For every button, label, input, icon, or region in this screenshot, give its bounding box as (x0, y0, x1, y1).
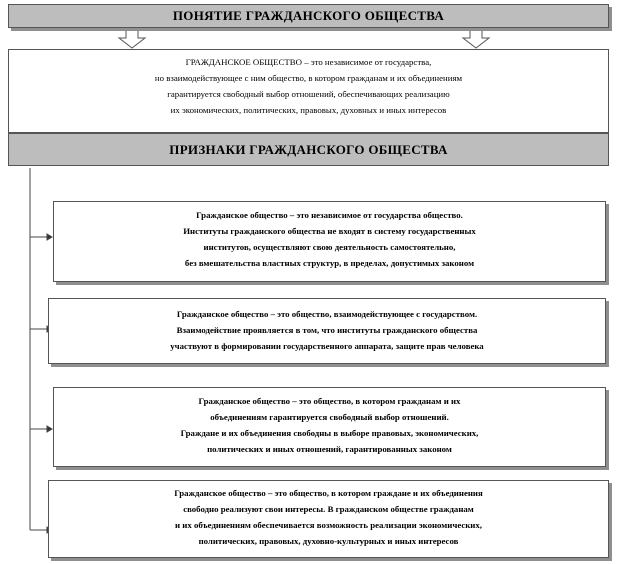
arrow-right-icon (47, 426, 52, 432)
feature-1-line-4: без вмешательства властных структур, в пределах, допустимых законом (184, 258, 475, 268)
feature-4-line-2: свободно реализуют свои интересы. В гражданском обществе гражданам (183, 504, 474, 514)
page-title: ПОНЯТИЕ ГРАЖДАНСКОГО ОБЩЕСТВА (172, 8, 445, 23)
definition-line-1: ГРАЖДАНСКОЕ ОБЩЕСТВО – это независимое от государства, (185, 57, 432, 67)
features-header-box (8, 133, 609, 166)
feature-box-2 (48, 298, 606, 364)
feature-1-line-3: институтов, осуществляют свою деятельность самостоятельно, (203, 242, 456, 252)
feature-2-line-1: Гражданское общество – это общество, взаимодействующее с государством. (176, 309, 478, 319)
feature-box-3 (53, 387, 606, 467)
feature-4-line-3: и их объединениям обеспечивается возможность реализации экономических, (175, 520, 482, 530)
definition-line-2: но взаимодействующее с ним общество, в котором гражданам и их объединениям (154, 73, 463, 83)
feature-3-line-1: Гражданское общество – это общество, в котором гражданам и их (198, 396, 461, 406)
feature-3-line-2: объединениям гарантируется свободный выбор отношений. (210, 412, 449, 422)
definition-line-3: гарантируется свободный выбор отношений, обеспечивающих реализацию (167, 89, 450, 99)
arrow-down-left (119, 29, 145, 48)
feature-4-line-4: политических, правовых, духовно-культурных и иных интересов (198, 536, 459, 546)
feature-2-line-3: участвуют в формировании государственного аппарата, защите прав человека (170, 341, 484, 351)
feature-3-line-3: Граждане и их объединения свободны в выборе правовых, экономических, (180, 428, 479, 438)
feature-box-1 (53, 201, 606, 282)
feature-box-4 (48, 480, 609, 558)
definition-line-4: их экономических, политических, правовых, духовных и иных интересов (170, 105, 447, 115)
title-box (8, 4, 609, 28)
feature-3-line-4: политических и иных отношений, гарантированных законом (207, 444, 452, 454)
feature-1-line-1: Гражданское общество – это независимое от государства общество. (196, 210, 463, 220)
feature-2-line-2: Взаимодействие проявляется в том, что институты гражданского общества (176, 325, 478, 335)
arrow-down-right (463, 29, 489, 48)
definition-box (8, 49, 609, 133)
feature-4-line-1: Гражданское общество – это общество, в котором граждане и их объединения (174, 488, 483, 498)
features-header: ПРИЗНАКИ ГРАЖДАНСКОГО ОБЩЕСТВА (169, 142, 448, 157)
arrow-right-icon (47, 234, 52, 240)
feature-1-line-2: Институты гражданского общества не входят в систему государственных (183, 226, 476, 236)
